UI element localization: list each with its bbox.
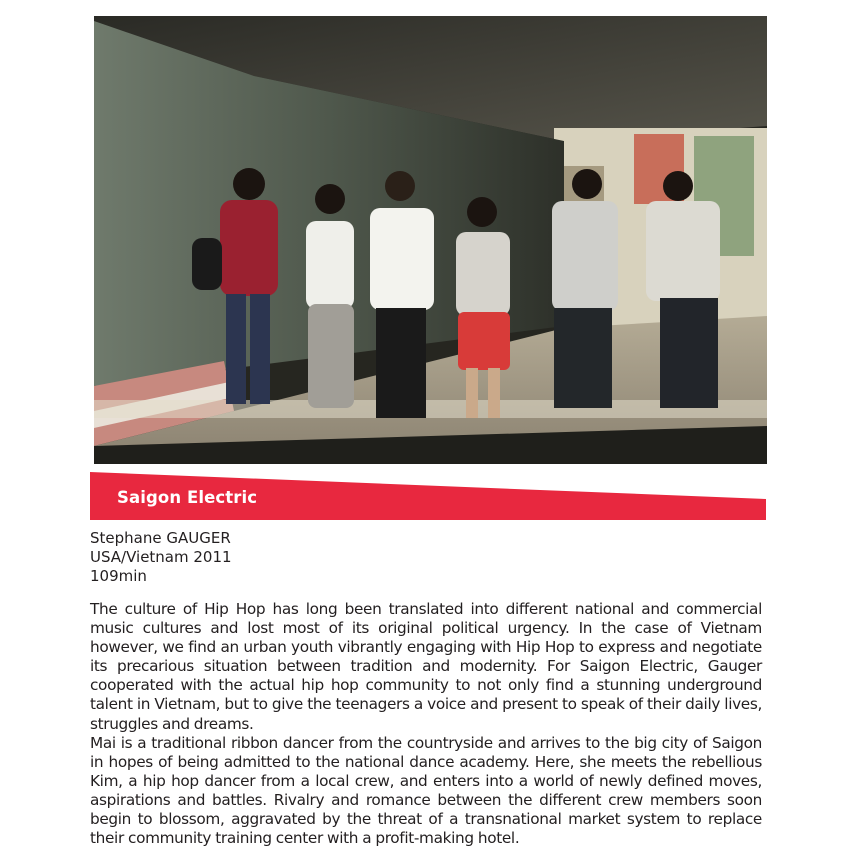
origin-year: USA/Vietnam 2011 (90, 548, 232, 566)
film-title: Saigon Electric (117, 488, 258, 507)
runtime: 109min (90, 567, 147, 585)
synopsis-paragraph-2: Mai is a traditional ribbon dancer from the countryside and arrives to the big city of Saigon in hopes of being admitted to the national dance academy. Here, she meets the rebellious Kim, a hip hop dancer from a local crew, and enters into a world of newly defined moves, aspirations and battles. Rivalry and romance between the different crew members soon begin to blossom, aggravated by the threat of a transnational market system to replace their community training center with a profit-making hotel. (90, 733, 762, 848)
film-credits (90, 529, 770, 586)
synopsis (90, 600, 762, 848)
title-banner (90, 472, 766, 520)
film-still-photo (94, 16, 767, 464)
film-still-illustration (94, 16, 767, 464)
director: Stephane GAUGER (90, 529, 231, 547)
synopsis-paragraph-1: The culture of Hip Hop has long been translated into different national and commercial music cultures and lost most of its original political urgency. In the case of Vietnam however, we find an urban youth vibrantly engaging with Hip Hop to express and negotiate its precarious situation between tradition and modernity. For Saigon Electric, Gauger cooperated with the actual hip hop community to not only find a stunning underground talent in Vietnam, but to give the teenagers a voice and present to speak of their daily lives, struggles and dreams. (90, 600, 762, 733)
